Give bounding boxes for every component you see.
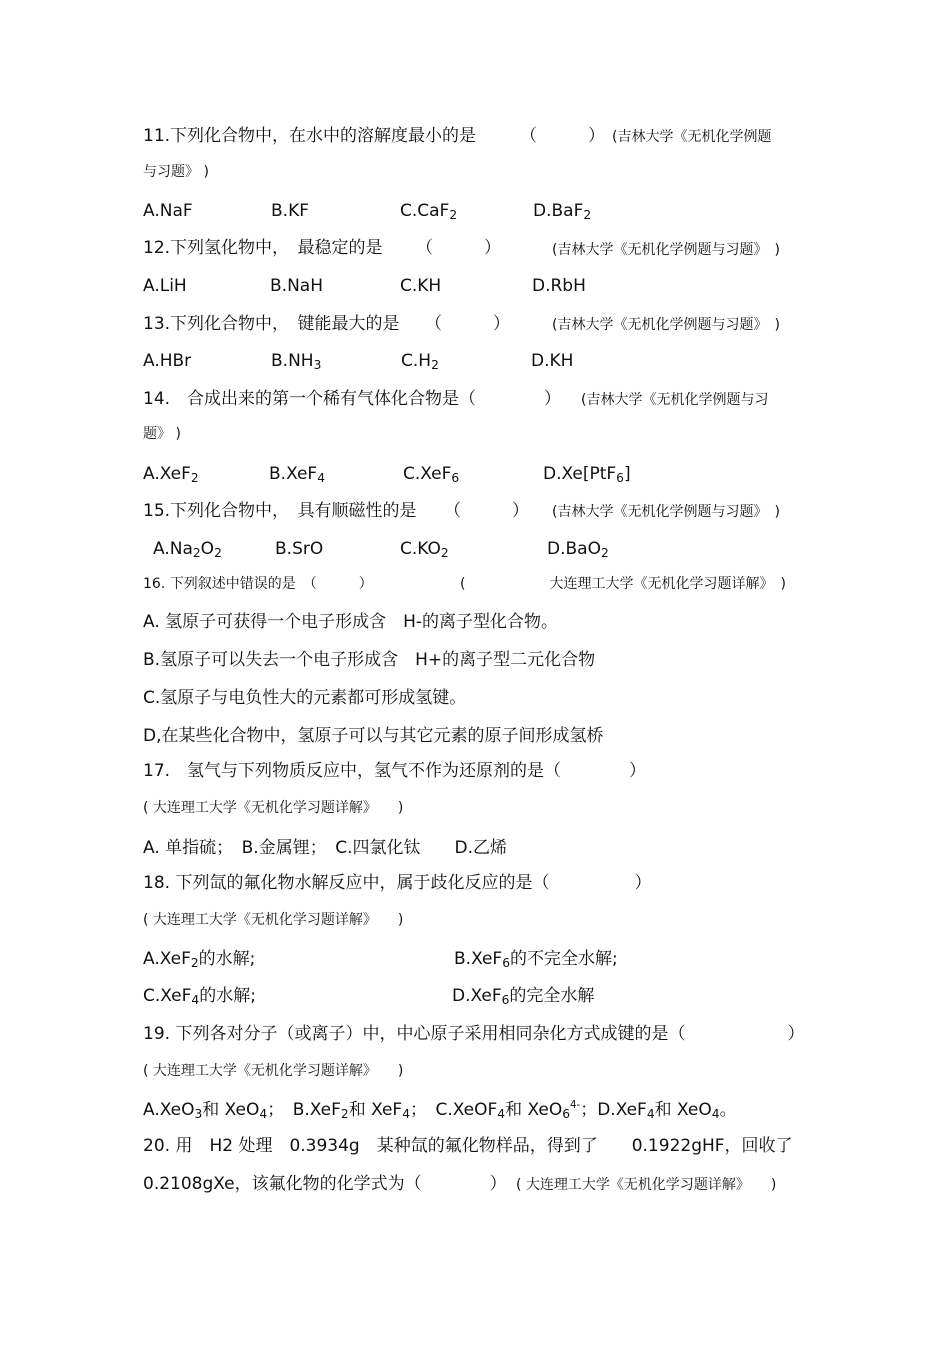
q18-stem: 18. 下列氙的氟化物水解反应中，属于歧化反应的是（ ）: [143, 873, 652, 893]
q11-paren: （ ）: [520, 126, 605, 146]
q18-option-c: C.XeF$_4$的水解;: [143, 986, 256, 1008]
q18-option-d: D.XeF$_6$的完全水解: [452, 986, 595, 1008]
q12-option-c: C.KH: [400, 276, 442, 296]
q19-source: ( 大连理工大学《无机化学习题详解》 ): [143, 1063, 404, 1079]
q16-option-d: D,在某些化合物中，氢原子可以与其它元素的原子间形成氢桥: [143, 726, 604, 746]
q14-source: (吉林大学《无机化学例题与习: [581, 392, 769, 408]
q15-paren: （ ）: [444, 501, 529, 521]
q17-source: ( 大连理工大学《无机化学习题详解》 ): [143, 800, 404, 816]
q14-stem: 14. 合成出来的第一个稀有气体化合物是（ ）: [143, 389, 562, 409]
q12-source: (吉林大学《无机化学例题与习题》 ): [552, 242, 780, 258]
q13-stem: 13.下列化合物中， 键能最大的是: [143, 314, 400, 334]
q13-option-d: D.KH: [531, 351, 574, 371]
q11-stem: 11.下列化合物中，在水中的溶解度最小的是: [143, 126, 477, 146]
q11-option-d: D.BaF$_2$: [533, 201, 592, 223]
q17-options: A. 单指硫； B.金属锂； C.四氯化钛 D.乙烯: [143, 838, 507, 858]
q15-option-c: $C.KO_2$: [400, 539, 449, 561]
q18-option-b: B.XeF$_6$的不完全水解;: [454, 949, 618, 971]
q11-option-c: C.CaF$_2$: [400, 201, 458, 223]
q13-paren: （ ）: [425, 314, 510, 334]
q20-line2: 0.2108gXe，该氟化物的化学式为（ ）: [143, 1174, 507, 1194]
q11-option-b: B.KF: [271, 201, 309, 221]
q16-option-c: C.氢原子与电负性大的元素都可形成氢键。: [143, 688, 467, 708]
q14-option-a: A.XeF$_2$: [143, 464, 199, 486]
q16-option-a: A. 氢原子可获得一个电子形成含 H-的离子型化合物。: [143, 612, 559, 632]
q20-source: ( 大连理工大学《无机化学习题详解》 ): [516, 1177, 777, 1193]
q18-option-a: A.XeF$_2$的水解;: [143, 949, 256, 971]
q12-stem: 12.下列氢化物中， 最稳定的是: [143, 238, 383, 258]
q19-stem: 19. 下列各对分子（或离子）中，中心原子采用相同杂化方式成键的是（ ）: [143, 1024, 805, 1044]
q15-stem: 15.下列化合物中， 具有顺磁性的是: [143, 501, 417, 521]
q13-source: (吉林大学《无机化学例题与习题》 ): [552, 317, 780, 333]
q14-option-d: D.Xe[PtF$_6$]: [543, 464, 631, 486]
q20-line1: 20. 用 H2 处理 0.3934g 某种氙的氟化物样品，得到了 0.1922gHF，回收了: [143, 1136, 793, 1156]
q15-option-a: $A.Na_2O_2$: [153, 539, 222, 561]
q13-option-c: $C.H_2$: [401, 351, 439, 373]
q14-option-c: C.XeF$_6$: [403, 464, 460, 486]
q19-options: A.XeO$_3$和 XeO$_4$； B.XeF$_2$和 XeF$_4$； C.XeOF$_4$和 XeO$_6^{4-}$；D.XeF$_4$和 XeO$_4$。: [143, 1100, 737, 1122]
q16-stem: 16. 下列叙述中错误的是 （ ）: [143, 576, 373, 592]
q18-source: ( 大连理工大学《无机化学习题详解》 ): [143, 912, 404, 928]
q16-option-b: B.氢原子可以失去一个电子形成含 H+的离子型二元化合物: [143, 650, 596, 670]
q17-stem: 17. 氢气与下列物质反应中，氢气不作为还原剂的是（ ）: [143, 761, 647, 781]
q15-option-b: B.SrO: [275, 539, 324, 559]
q12-option-d: D.RbH: [532, 276, 586, 296]
q12-option-a: A.LiH: [143, 276, 187, 296]
q11-option-a: A.NaF: [143, 201, 193, 221]
q15-option-d: D.BaO$_2$: [547, 539, 609, 561]
q12-paren: （ ）: [416, 238, 501, 258]
q13-option-a: A.HBr: [143, 351, 192, 371]
q12-option-b: B.NaH: [270, 276, 323, 296]
q11-source-cont: 与习题》 ): [143, 164, 209, 180]
q16-source: ( 大连理工大学《无机化学习题详解》 ): [460, 576, 786, 592]
q13-option-b: $B.NH_3$: [271, 351, 322, 373]
q14-source-cont: 题》 ): [143, 426, 181, 442]
q11-source: (吉林大学《无机化学例题: [612, 129, 772, 145]
q14-option-b: B.XeF$_4$: [269, 464, 325, 486]
q15-source: (吉林大学《无机化学例题与习题》 ): [552, 504, 780, 520]
